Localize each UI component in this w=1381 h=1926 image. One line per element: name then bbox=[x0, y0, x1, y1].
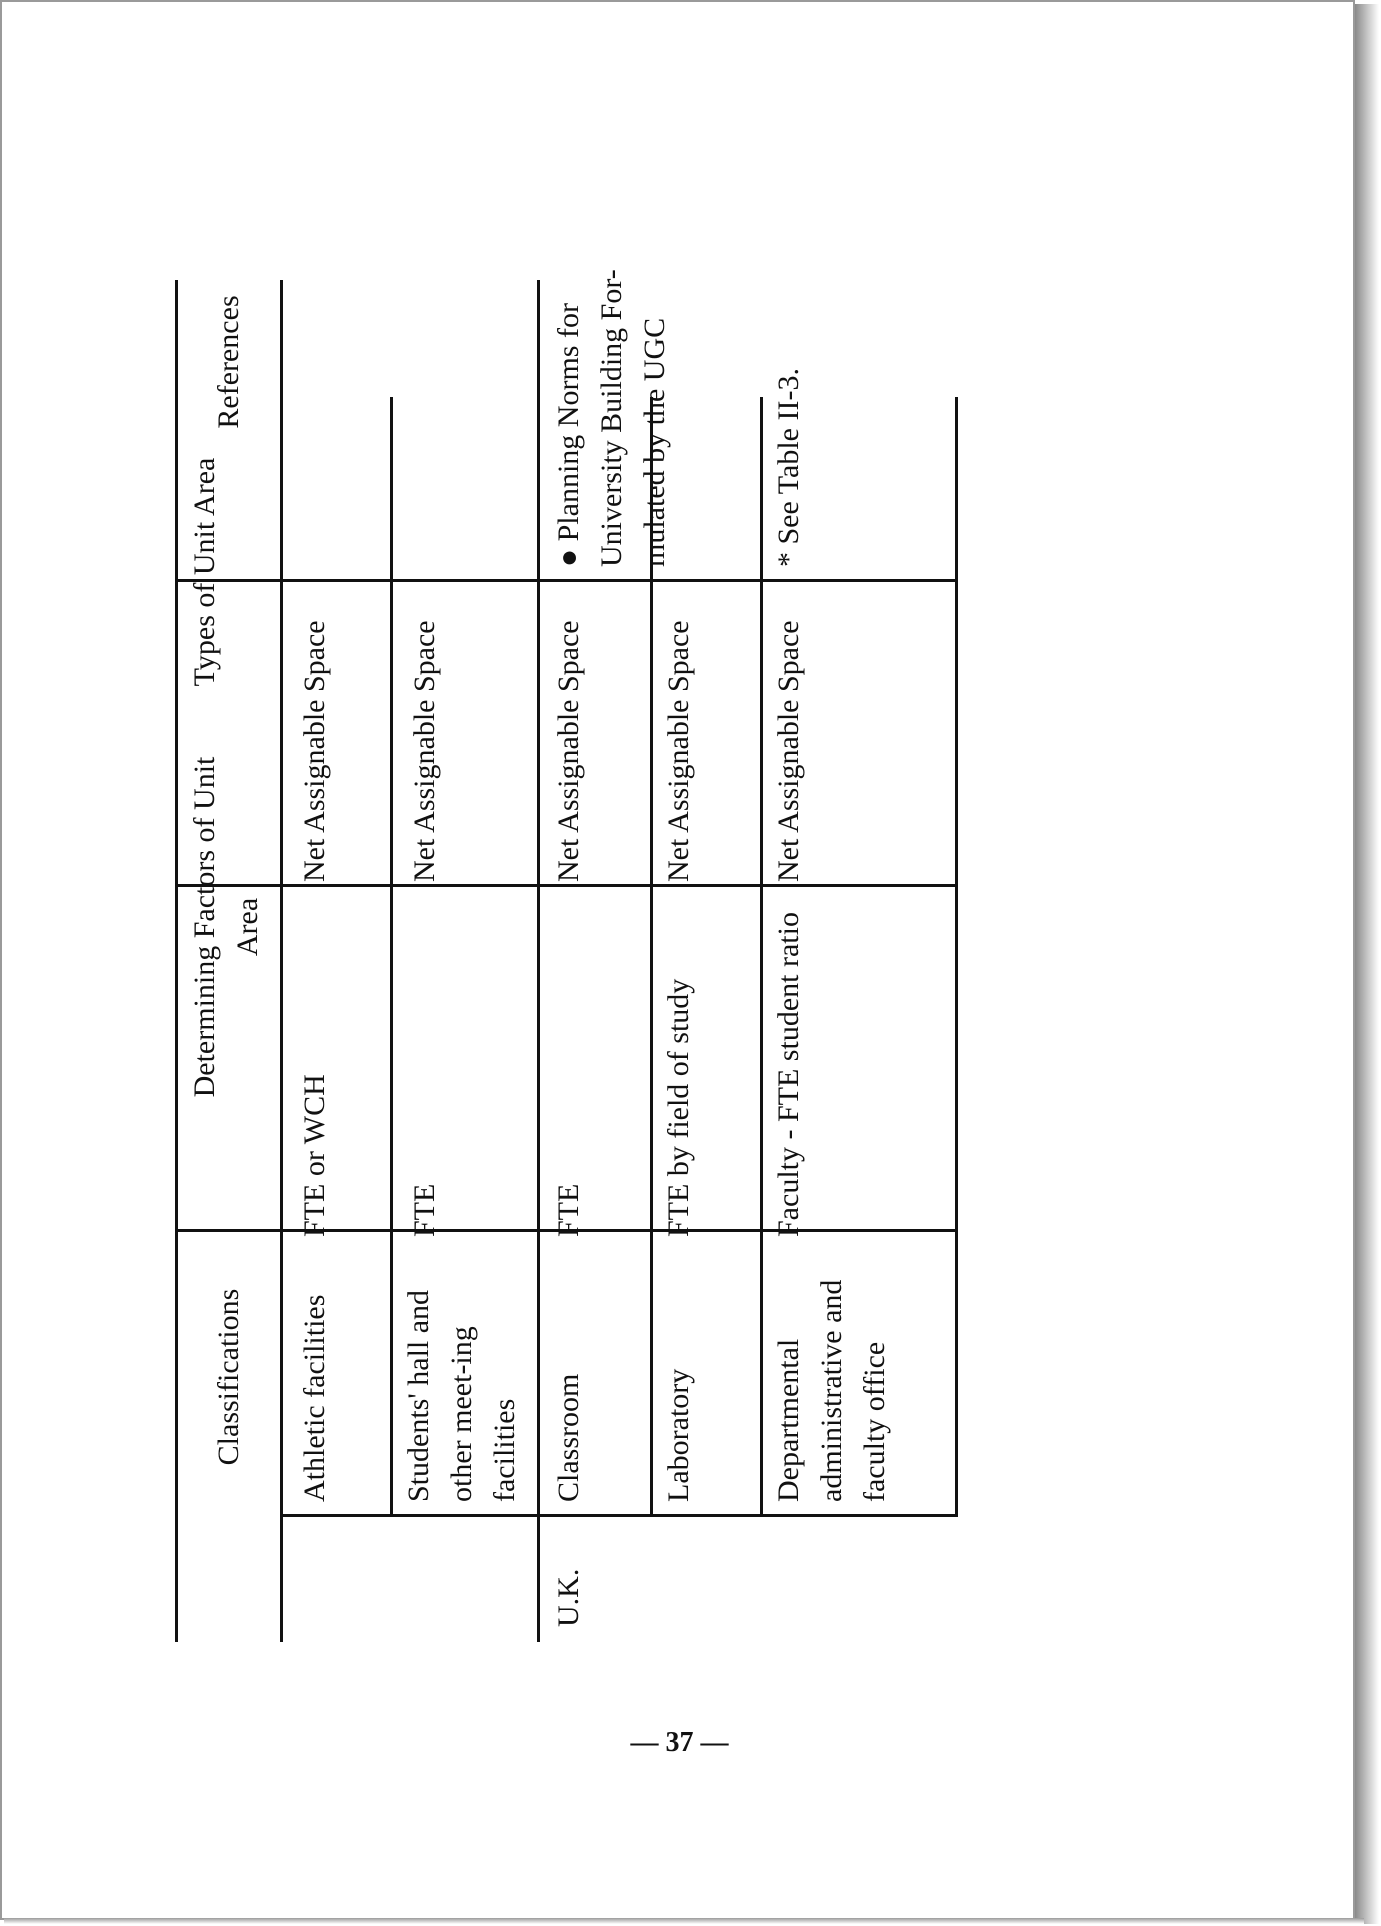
row4-classification: Laboratory bbox=[662, 1368, 695, 1502]
page-shadow-bottom bbox=[4, 1918, 1364, 1924]
uk-reference-note: * See Table II-3. bbox=[772, 368, 805, 567]
row4-factor: FTE by field of study bbox=[662, 978, 695, 1237]
region-label-uk: U.K. bbox=[552, 1568, 585, 1627]
row5-unit-type: Net Assignable Space bbox=[772, 620, 805, 882]
table-top-rule bbox=[175, 280, 178, 1642]
row3-classification: Classroom bbox=[552, 1373, 585, 1502]
row4-unit-type: Net Assignable Space bbox=[662, 620, 695, 882]
row3-unit-type: Net Assignable Space bbox=[552, 620, 585, 882]
row5-factor: Faculty - FTE student ratio bbox=[772, 912, 805, 1237]
rotated-table bbox=[175, 269, 1158, 1642]
header-types-of-unit-area: Types of Unit Area bbox=[188, 457, 221, 687]
header-references: References bbox=[212, 295, 245, 429]
row1-classification: Athletic facilities bbox=[298, 1294, 331, 1502]
row3-factor: FTE bbox=[552, 1183, 585, 1237]
bullet-icon: ● bbox=[552, 541, 585, 567]
row-divider-1 bbox=[390, 397, 393, 1517]
row2-factor: FTE bbox=[408, 1183, 441, 1237]
page-number: — 37 — bbox=[630, 1727, 729, 1758]
page-shadow bbox=[1355, 4, 1379, 1924]
region-divider-uk bbox=[537, 280, 540, 1642]
header-determining-factors: Determining Factors of Unit Area bbox=[188, 756, 264, 1098]
header-bottom-rule bbox=[280, 280, 283, 1642]
header-classifications: Classifications bbox=[212, 1288, 245, 1466]
uk-reference-planning-norms bbox=[547, 227, 676, 567]
row5-classification: Departmental administrative and faculty office bbox=[772, 1279, 891, 1502]
row2-classification: Students' hall and other meet-ing facilities bbox=[402, 1289, 521, 1502]
row-divider-4 bbox=[760, 397, 763, 1517]
table-bottom-rule bbox=[955, 397, 958, 1517]
row1-factor: FTE or WCH bbox=[298, 1074, 331, 1237]
row2-unit-type: Net Assignable Space bbox=[408, 620, 441, 882]
column-divider-classifications bbox=[280, 1514, 955, 1517]
uk-reference-text: Planning Norms for University Building For-mulated by the UGC bbox=[552, 269, 671, 567]
row1-unit-type: Net Assignable Space bbox=[298, 620, 331, 882]
